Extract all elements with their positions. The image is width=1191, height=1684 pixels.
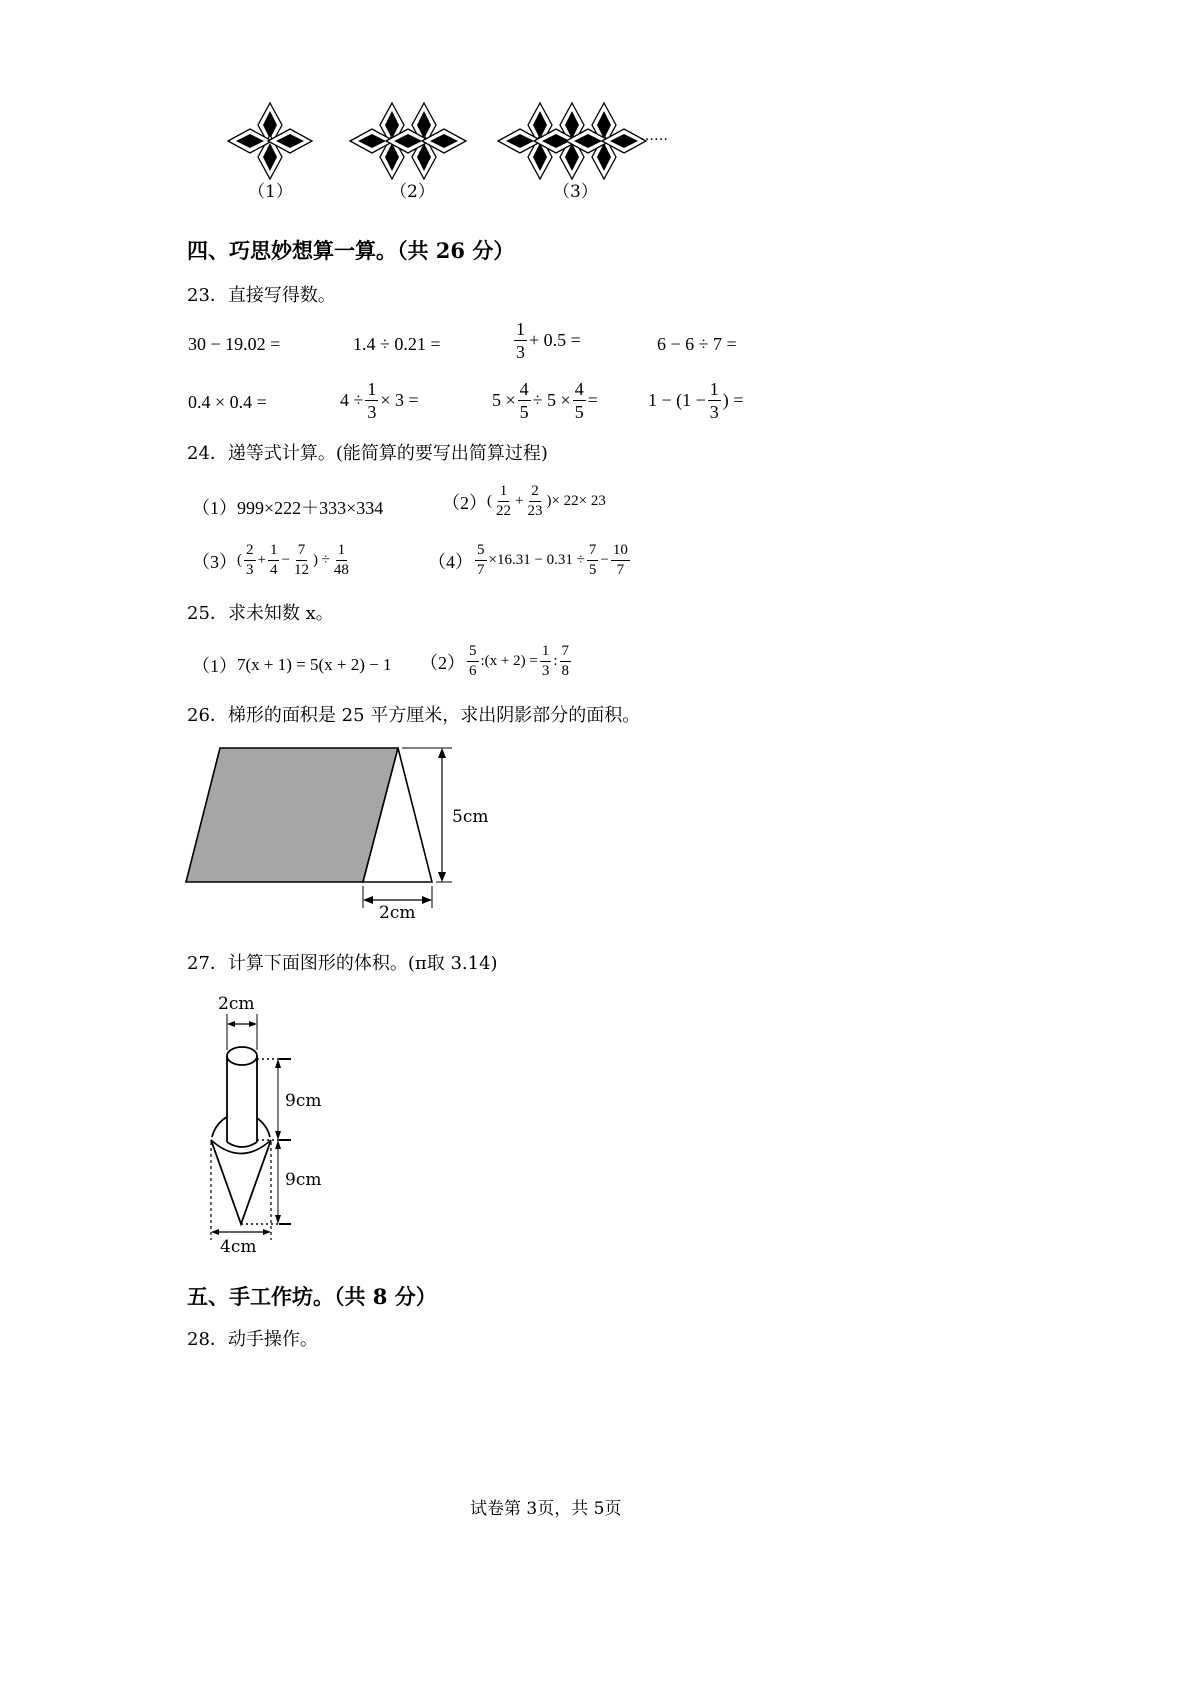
q27-heading: 27．计算下面图形的体积。(π取 3.14) (187, 953, 498, 974)
q23-heading: 23．直接写得数。 (187, 285, 336, 306)
pattern-2 (350, 103, 466, 179)
pattern-label-2: （2） (390, 182, 435, 202)
q24-part-2: （2） ( $\frac{1}{22}$ + $\frac{2}{23}$ )× 22× 23 (442, 483, 606, 519)
page-footer: 试卷第 3页，共 5页 (470, 1499, 622, 1519)
q26-heading: 26．梯形的面积是 25 平方厘米，求出阴影部分的面积。 (187, 705, 641, 726)
q26-height-label: 5cm (452, 807, 489, 827)
q27-top-width-label: 2cm (218, 994, 255, 1014)
q27-bottom-width-label: 4cm (220, 1237, 257, 1257)
q25-part-2: （2） $\frac{5}{6}$ :(x + 2) = $\frac{1}{3}$ : $\frac{7}{8}$ (420, 643, 569, 679)
q27-upper-height-label: 9cm (285, 1091, 322, 1111)
pattern-3 (498, 103, 646, 179)
q26-base-label: 2cm (379, 903, 416, 923)
q23-expr-2: 1.4 ÷ 0.21 = (353, 334, 441, 354)
trapezoid-figure (180, 740, 500, 930)
pattern-label-3: （3） (553, 182, 598, 202)
q23-expr-4: 6 − 6 ÷ 7 = (657, 334, 737, 354)
q23-expr-5: 0.4 × 0.4 = (188, 392, 267, 412)
shaded-parallelogram (186, 748, 398, 882)
cylinder-cone-figure (195, 1012, 315, 1252)
q23-expr-7: 5 × $\frac{4}{5}$ ÷ 5 × $\frac{4}{5}$ = (492, 379, 598, 422)
q24-part-4: （4） $\frac{5}{7}$ ×16.31 − 0.31 ÷ $\frac{7}{5}$ − $\frac{10}{7}$ (428, 542, 628, 578)
q27-lower-height-label: 9cm (285, 1170, 322, 1190)
q25-part-1: （1） 7(x + 1) = 5(x + 2) − 1 (192, 655, 392, 676)
section5-title: 五、手工作坊。（共 8 分） (187, 1284, 437, 1309)
pattern-label-1: （1） (248, 182, 293, 202)
q24-part-1: （1） 999×222＋333×334 (192, 498, 384, 518)
q23-expr-1: 30 − 19.02 = (188, 334, 281, 354)
q23-expr-8: 1 − (1 − $\frac{1}{3}$ ) = (648, 379, 744, 422)
section4-title: 四、巧思妙想算一算。（共 26 分） (187, 238, 515, 263)
q24-part-3: （3） ( $\frac{2}{3}$ + $\frac{1}{4}$ − $\frac{7}{12}$ ) ÷ $\frac{1}{48}$ (192, 542, 349, 578)
q28-heading: 28．动手操作。 (187, 1329, 318, 1350)
pattern-ellipsis: …… (640, 128, 668, 144)
q23-expr-3: $\frac{1}{3}$ + 0.5 = (516, 319, 581, 362)
q25-heading: 25．求未知数 x。 (187, 603, 334, 624)
pattern-1 (228, 103, 312, 179)
q24-heading: 24．递等式计算。(能简算的要写出简算过程) (187, 443, 548, 464)
q23-expr-6: 4 ÷ $\frac{1}{3}$ × 3 = (340, 379, 419, 422)
